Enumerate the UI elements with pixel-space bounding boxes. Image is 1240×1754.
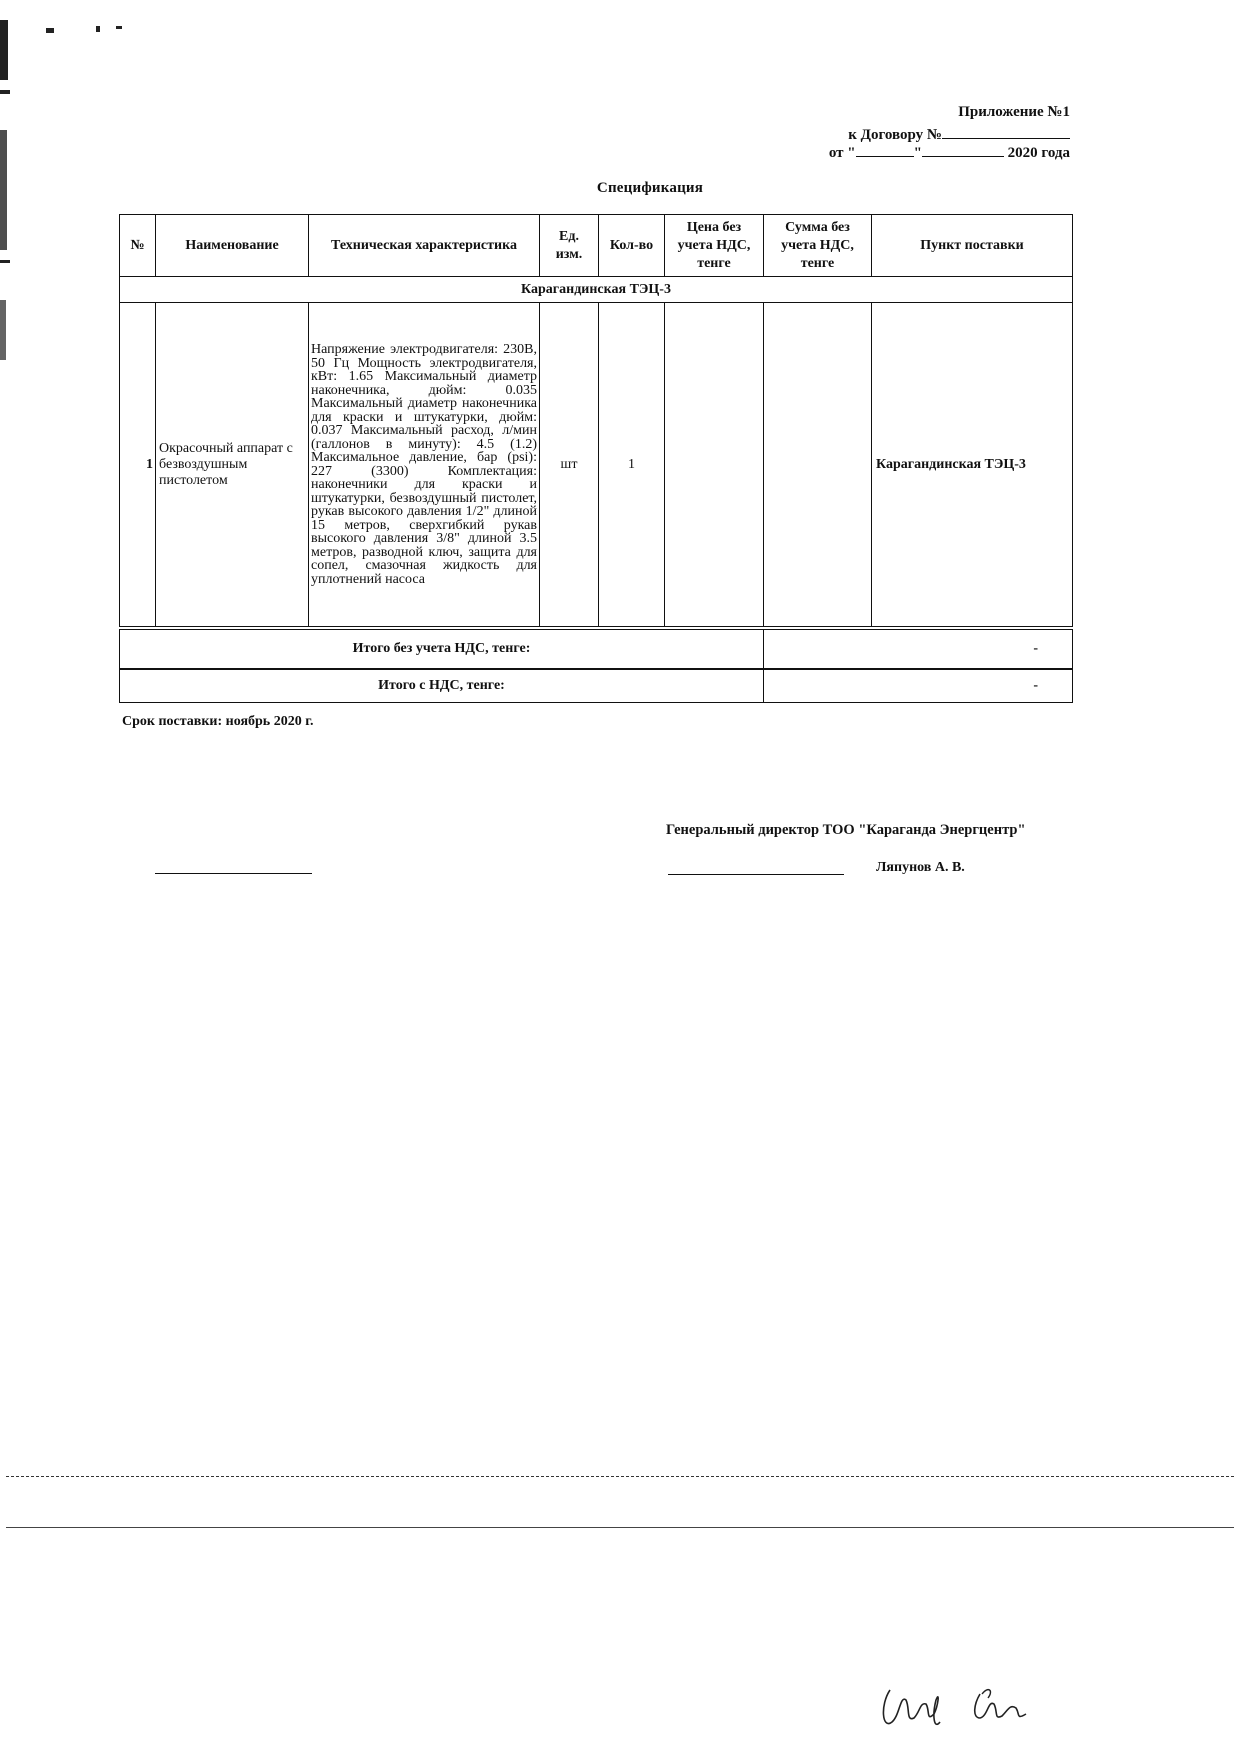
contract-prefix: к Договору № [848,127,942,143]
column-header: Техническая характеристика [309,215,540,277]
row-number: 1 [120,303,156,627]
scan-speck [116,26,122,29]
signature-line-right [668,874,844,875]
contract-number-blank [942,124,1070,139]
annex-label: Приложение №1 [958,104,1070,120]
column-header: Сумма без учета НДС, тенге [764,215,872,277]
column-header: Ед. изм. [540,215,599,277]
handwritten-initials [870,1660,1050,1740]
column-header: Цена без учета НДС, тенге [665,215,764,277]
total-vat-value: - [764,670,1073,703]
region-row [120,277,1073,303]
contract-line [848,124,1070,144]
scan-speck [46,28,54,33]
scan-line [6,1476,1234,1477]
item-price [665,303,764,627]
delivery-term: Срок поставки: ноябрь 2020 г. [122,714,314,729]
item-sum [764,303,872,627]
signature-line-left [155,873,312,874]
column-header: № [120,215,156,277]
specification-table [119,214,1073,627]
item-unit: шт [540,303,599,627]
totals-table-vat [119,669,1073,703]
total-vat-label: Итого с НДС, тенге: [120,670,764,703]
table-row [120,303,1073,627]
date-quote: " [913,145,922,161]
date-day-blank [856,142,914,157]
total-no-vat-row [120,630,1073,669]
scan-edge-artifact [0,0,12,420]
signatory-name: Ляпунов А. В. [876,860,965,875]
date-prefix: от " [828,145,856,161]
item-qty: 1 [599,303,665,627]
scan-line [6,1527,1234,1528]
column-header: Пункт поставки [872,215,1073,277]
item-delivery-point: Карагандинская ТЭЦ-3 [872,303,1073,627]
region-label: Карагандинская ТЭЦ-3 [120,277,1073,303]
item-tech-spec: Напряжение электродвигателя: 230В, 50 Гц Мощность электродвигателя, кВт: 1.65 Максимальный диаметр наконечника, дюйм: 0.035 Максимальный диаметр наконечника для краски и штукатурки, дюйм: 0.037 Максимальный расход, л/мин (галлонов в минуту): 4.5 (1.2) Максимальное давление, бар (psi): 227 (3300) Комплектация: наконечники для краски и штукатурки, безвоздушный пистолет, рукав высокого давления 1/2" длиной 15 метров, сверхгибкий рукав высокого давления 3/8" длиной 3.5 метров, разводной ключ, защита для сопел, смазочная жидкость для уплотнений насоса [309,303,540,627]
total-no-vat-label: Итого без учета НДС, тенге: [120,630,764,669]
total-vat-row [120,670,1073,703]
document-title: Спецификация [596,180,704,196]
totals-table-no-vat [119,629,1073,669]
table-header-row [120,215,1073,277]
column-header: Наименование [156,215,309,277]
date-month-blank [922,142,1004,157]
date-year: 2020 года [1007,145,1070,161]
scan-speck [96,26,100,32]
date-line [829,142,1070,162]
column-header: Кол-во [599,215,665,277]
total-no-vat-value: - [764,630,1073,669]
item-name: Окрасочный аппарат с безвоздушным пистолетом [156,303,309,627]
signatory-title: Генеральный директор ТОО "Караганда Энергцентр" [666,822,1026,838]
